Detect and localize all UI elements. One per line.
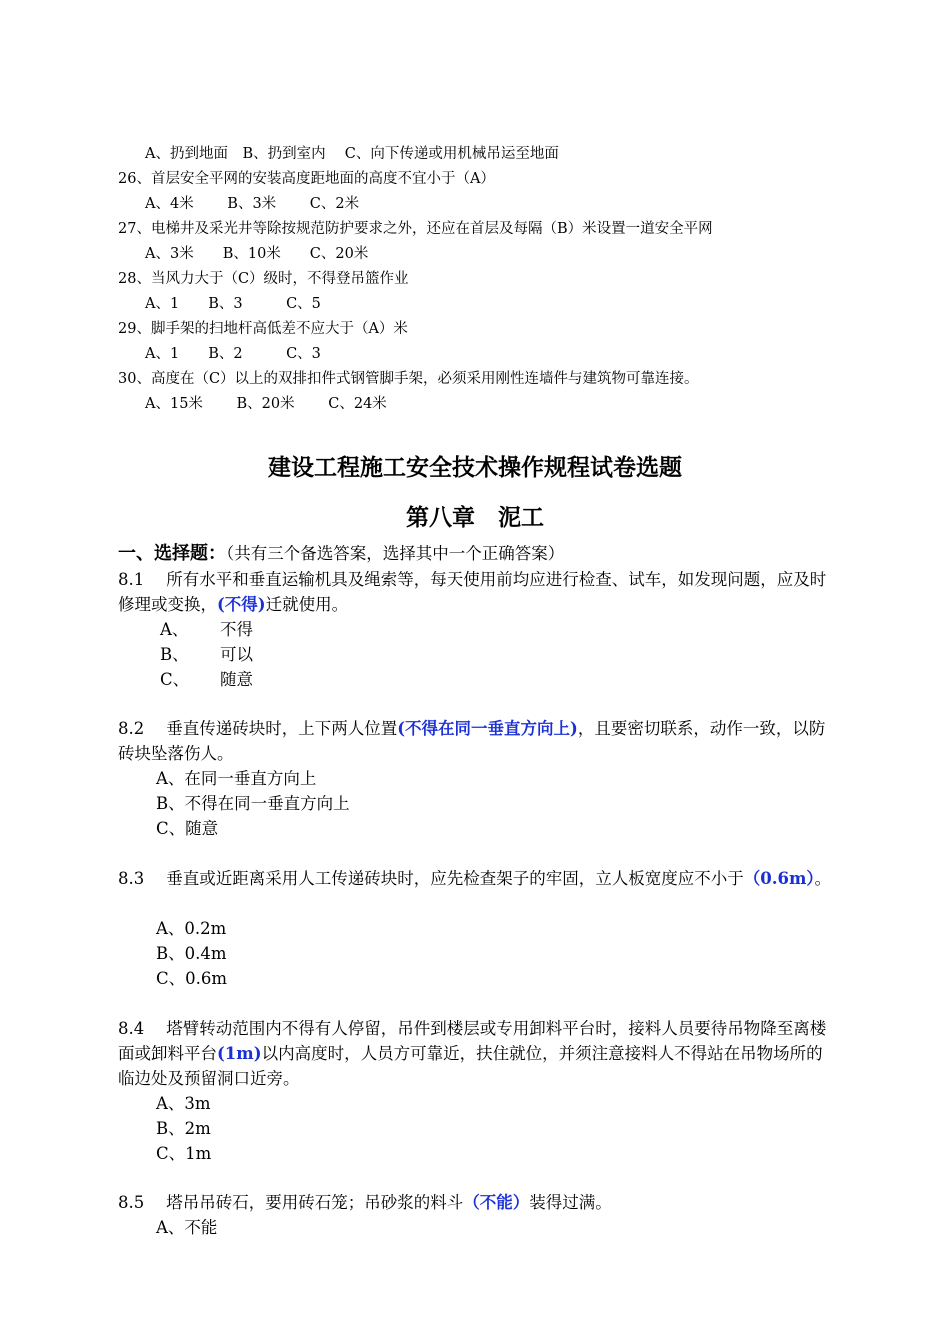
option-c: C、0.6m (156, 969, 228, 988)
section-note: （共有三个备选答案，选择其中一个正确答案） (226, 544, 565, 563)
option-b: B、2m (156, 1119, 211, 1138)
question-text: 垂直传递砖块时，上下两人位置 (166, 719, 398, 738)
answer-highlight: (1m) (217, 1044, 262, 1063)
answer-highlight: （不能） (463, 1193, 530, 1212)
answer-highlight: (不得) (217, 595, 266, 614)
option-letter: B、 (160, 645, 189, 664)
option-a: A、不能 (156, 1218, 218, 1237)
q27-stem: 27、电梯井及采光井等除按规范防护要求之外，还应在首层及每隔（B）米设置一道安全平网 (118, 221, 713, 237)
section-heading (118, 542, 564, 566)
section-label: 一、选择题： (118, 543, 226, 564)
option-c: C、1m (156, 1144, 212, 1163)
q26-options: A、4米 B、3米 C、2米 (145, 196, 360, 212)
question-text: 所有水平和垂直运输机具及绳索等，每天使用前均应进行检查、试车，如发现问题，应及时修理或变换， (118, 570, 827, 614)
question-8-4 (118, 1016, 834, 1091)
option-a: A、在同一垂直方向上 (156, 769, 317, 788)
option-b: B、0.4m (156, 944, 227, 963)
q25-options: A、扔到地面 B、扔到室内 C、向下传递或用机械吊运至地面 (145, 146, 559, 162)
question-8-3 (118, 866, 834, 891)
question-number: 8.2 (118, 719, 145, 738)
question-text-tail: 。 (814, 869, 832, 888)
option-c: C、随意 (156, 819, 219, 838)
question-text-tail: 以内高度时，人员方可靠近，扶住就位，并须注意接料人不得站在吊物场所的临边处及预留洞口近旁。 (118, 1044, 823, 1088)
option-b: B、不得在同一垂直方向上 (156, 794, 350, 813)
question-number: 8.5 (118, 1193, 145, 1212)
option-text: 随意 (220, 670, 253, 689)
question-text-tail: 装得过满。 (529, 1193, 612, 1212)
option-a: A、3m (156, 1094, 211, 1113)
answer-highlight: （0.6m） (743, 869, 815, 888)
chapter-title: 第八章 泥工 (406, 504, 544, 531)
answer-highlight: (不得在同一垂直方向上) (397, 719, 578, 738)
document-title: 建设工程施工安全技术操作规程试卷选题 (268, 454, 682, 481)
question-text: 塔吊吊砖石，要用砖石笼；吊砂浆的料斗 (166, 1193, 464, 1212)
option-b (160, 642, 253, 667)
option-text: 不得 (220, 620, 253, 639)
option-letter: C、 (160, 670, 190, 689)
q29-options: A、1 B、2 C、3 (145, 346, 321, 362)
option-text: 可以 (220, 645, 253, 664)
question-number: 8.4 (118, 1019, 145, 1038)
q29-stem: 29、脚手架的扫地杆高低差不应大于（A）米 (118, 321, 408, 337)
option-a: A、0.2m (156, 919, 227, 938)
q26-stem: 26、首层安全平网的安装高度距地面的高度不宜小于（A） (118, 171, 495, 187)
option-letter: A、 (160, 620, 189, 639)
q28-options: A、1 B、3 C、5 (145, 296, 321, 312)
question-8-2 (118, 716, 834, 766)
q28-stem: 28、当风力大于（C）级时，不得登吊篮作业 (118, 271, 409, 287)
question-number: 8.3 (118, 869, 145, 888)
question-8-5 (118, 1190, 834, 1215)
q27-options: A、3米 B、10米 C、20米 (145, 246, 369, 262)
option-c (160, 667, 253, 692)
q30-options: A、15米 B、20米 C、24米 (145, 396, 387, 412)
question-8-1 (118, 567, 834, 617)
option-a (160, 617, 253, 642)
q30-stem: 30、高度在（C）以上的双排扣件式钢管脚手架，必须采用刚性连墙件与建筑物可靠连接。 (118, 371, 699, 387)
question-text-tail: ，且要密切联系，动作一致，以防砖块坠落伤人。 (118, 719, 826, 763)
question-text: 塔臂转动范围内不得有人停留，吊件到楼层或专用卸料平台时，接料人员要待吊物降至离楼面或卸料平台 (118, 1019, 827, 1063)
question-number: 8.1 (118, 570, 145, 589)
question-text: 垂直或近距离采用人工传递砖块时，应先检查架子的牢固，立人板宽度应不小于 (166, 869, 744, 888)
question-text-tail: 迁就使用。 (265, 595, 349, 614)
